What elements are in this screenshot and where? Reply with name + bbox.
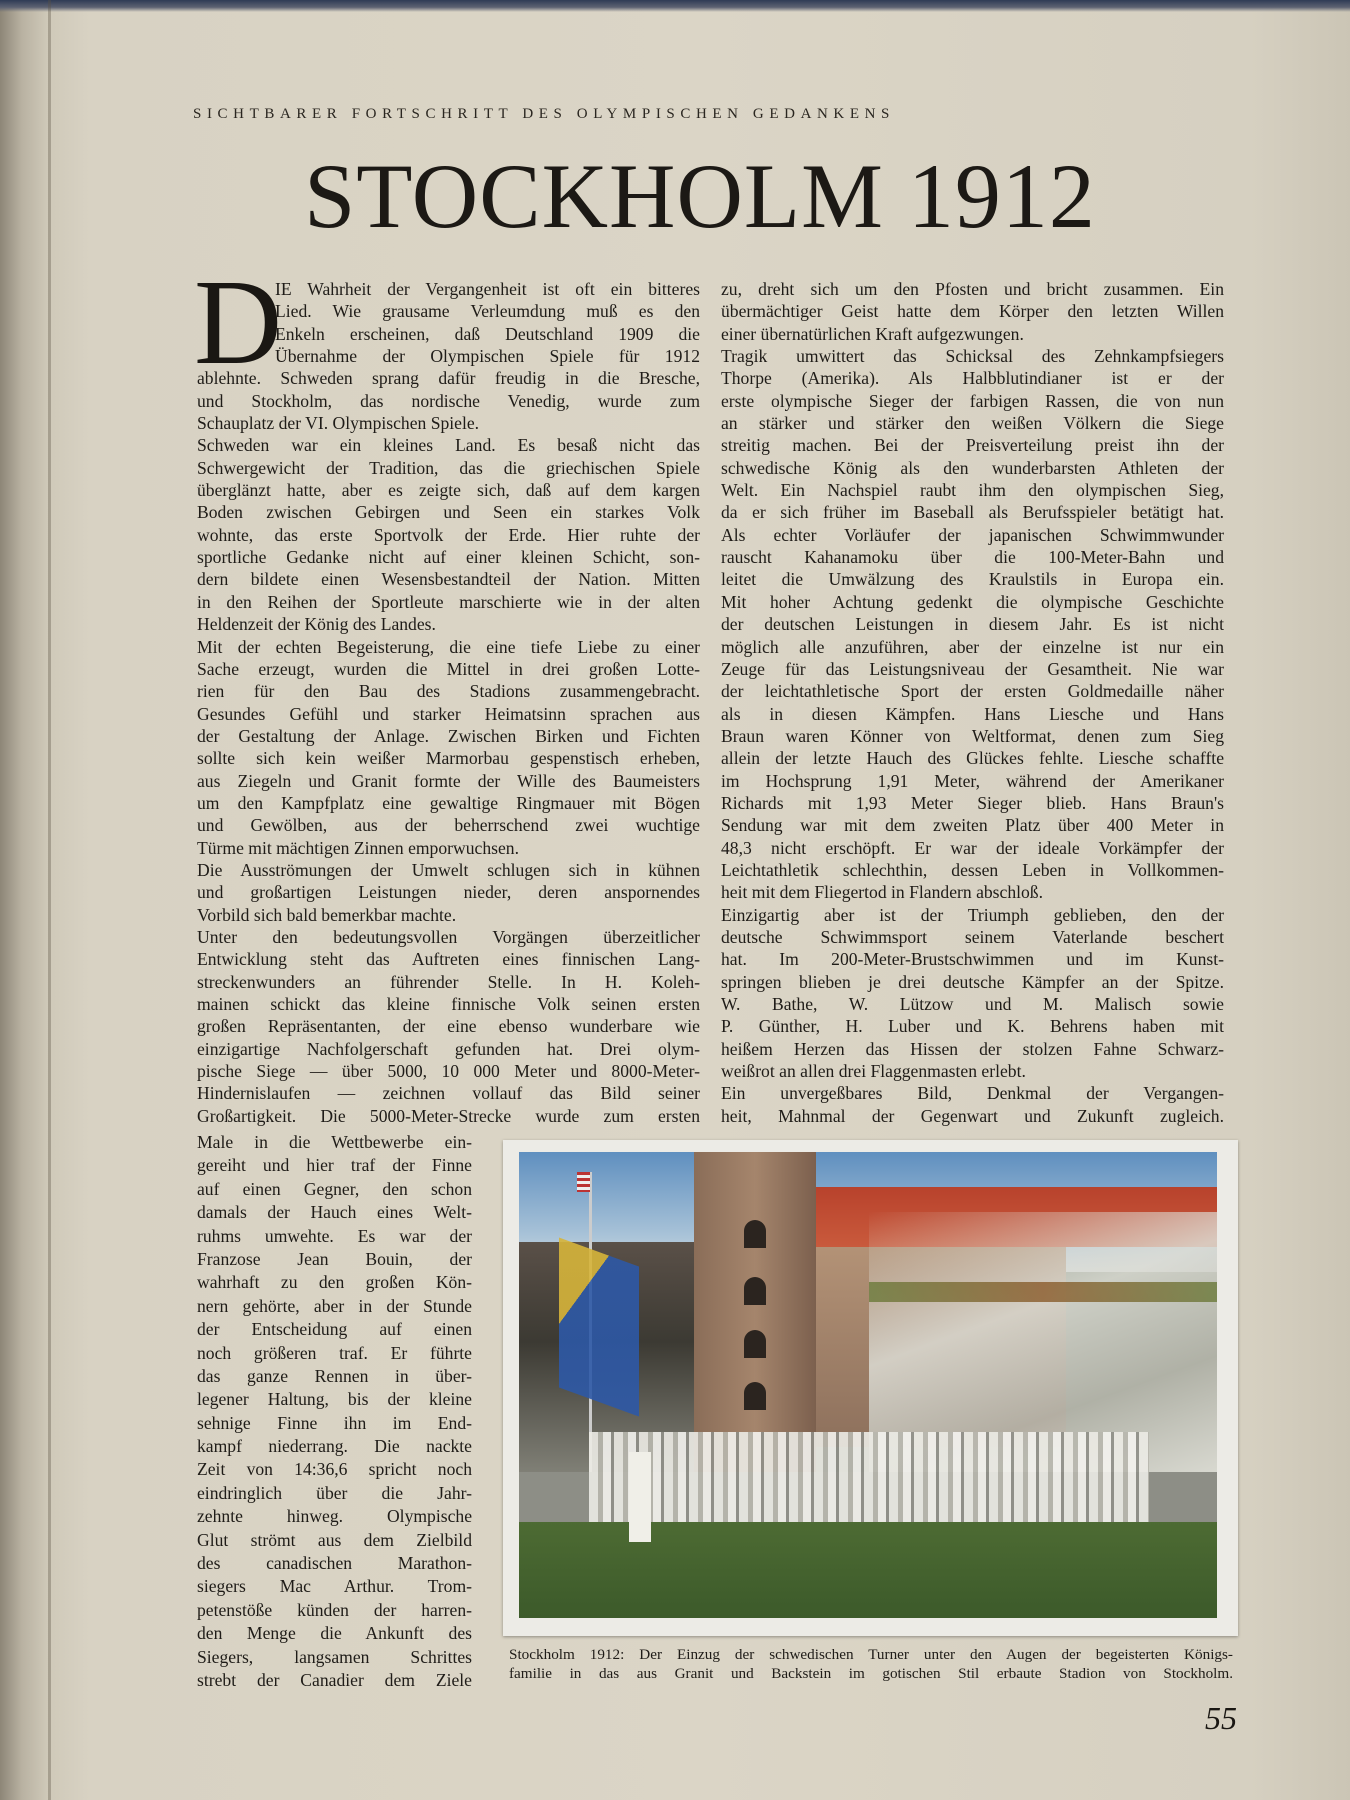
text-line: Heldenzeit der König des Landes. xyxy=(197,614,436,635)
text-line: überglänzt hatte, aber es zeigte sich, daß auf dem kargen xyxy=(197,480,700,501)
text-line: Thorpe (Amerika). Als Halbblutindianer ist er der xyxy=(721,368,1224,389)
text-line: Ein unvergeßbares Bild, Denkmal der Vergangen- xyxy=(721,1083,1224,1104)
text-line: übermächtiger Geist hatte dem Körper den letzten Willen xyxy=(721,301,1224,322)
text-line: W. Bathe, W. Lützow und M. Malisch sowie xyxy=(721,994,1224,1014)
text-line: streckenwunders an führender Stelle. In H. Koleh- xyxy=(197,971,700,992)
text-line: Übernahme der Olympischen Spiele für 1912 xyxy=(275,346,700,367)
photo-frame xyxy=(503,1140,1238,1636)
text-line: in den Reihen der Sportleute marschierte wie in der alten xyxy=(197,591,700,612)
text-line: petenstöße künden der harren- xyxy=(197,1599,472,1620)
text-line: Sache erzeugt, wurden die Mittel in drei großen Lotte- xyxy=(197,658,700,679)
running-head: SICHTBARER FORTSCHRITT DES OLYMPISCHEN GEDANKENS xyxy=(193,106,895,122)
text-line: kampf niederrang. Die nackte xyxy=(197,1436,472,1457)
text-line: Mit hoher Achtung gedenkt die olympische Geschichte xyxy=(721,591,1224,612)
drop-cap: D xyxy=(194,255,283,390)
stadium-photo xyxy=(519,1152,1217,1618)
text-line: dern bildete einen Wesensbestandteil der Nation. Mitten xyxy=(197,569,700,590)
text-line: und Stockholm, das nordische Venedig, wurde zum xyxy=(197,390,700,411)
text-line: sportliche Gedanke nicht auf einer kleinen Schicht, son- xyxy=(197,547,700,568)
text-line: Schwergewicht der Tradition, das die griechischen Spiele xyxy=(197,457,700,478)
text-line: auf einen Gegner, den schon xyxy=(197,1178,472,1199)
text-line: noch größeren traf. Er führte xyxy=(197,1342,472,1363)
right-column xyxy=(721,278,1224,1127)
short-column xyxy=(197,1131,472,1692)
text-line: der leichtathletische Sport der ersten Goldmedaille näher xyxy=(721,681,1224,702)
text-line: Sendung war mit dem zweiten Platz über 400 Meter in xyxy=(721,815,1224,836)
text-line: Schauplatz der VI. Olympischen Spiele. xyxy=(197,413,480,434)
text-line: springen blieben je drei deutsche Kämpfer an der Spitze. xyxy=(721,971,1224,992)
text-line: Als echter Vorläufer der japanischen Schwimmwunder xyxy=(721,524,1224,545)
text-line: als in diesen Kämpfen. Hans Liesche und Hans xyxy=(721,703,1224,724)
text-line: einzigartige Nachfolgerschaft gefunden hat. Drei olym- xyxy=(197,1038,700,1059)
text-line: Enkeln erscheinen, daß Deutschland 1909 die xyxy=(275,323,700,344)
text-line: heißem Herzen das Hissen der stolzen Fahne Schwarz- xyxy=(721,1038,1224,1059)
text-line: Großartigkeit. Die 5000-Meter-Strecke wurde zum ersten xyxy=(197,1105,700,1126)
text-line: des canadischen Marathon- xyxy=(197,1553,472,1574)
text-line: Hindernislaufen — zeichnen vollauf das Bild seiner xyxy=(197,1083,700,1104)
text-line: damals der Hauch eines Welt- xyxy=(197,1202,472,1223)
left-column xyxy=(197,278,700,1127)
text-line: Glut strömt aus dem Zielbild xyxy=(197,1529,472,1550)
text-line: Lied. Wie grausame Verleumdung muß es den xyxy=(275,301,700,322)
caption-line: Stockholm 1912: Der Einzug der schwedischen Turner unter den Augen der begeisterten Königs- xyxy=(509,1646,1233,1663)
text-line: strebt der Canadier dem Ziele xyxy=(197,1669,472,1690)
text-line: das ganze Rennen in über- xyxy=(197,1365,472,1386)
text-line: ablehnte. Schweden sprang dafür freudig in die Bresche, xyxy=(197,368,700,389)
text-line: siegers Mac Arthur. Trom- xyxy=(197,1576,472,1597)
text-line: der Entscheidung auf einen xyxy=(197,1319,472,1340)
caption-line: familie in das aus Granit und Backstein im gotischen Stil erbaute Stadion von Stockholm. xyxy=(509,1665,1233,1682)
text-line: nern gehörte, aber in der Stunde xyxy=(197,1295,472,1316)
text-line: Türme mit mächtigen Zinnen emporwuchsen. xyxy=(197,837,519,858)
text-line: rauscht Kahanamoku über die 100-Meter-Bahn und xyxy=(721,547,1224,568)
text-line: pische Siege — über 5000, 10 000 Meter und 8000-Meter- xyxy=(197,1061,700,1082)
text-line: aus Ziegeln und Granit formte der Wille des Baumeisters xyxy=(197,770,700,791)
text-line: im Hochsprung 1,91 Meter, während der Amerikaner xyxy=(721,770,1224,791)
text-line: Siegers, langsamen Schrittes xyxy=(197,1646,472,1667)
text-line: weißrot an allen drei Flaggenmasten erlebt. xyxy=(721,1061,1026,1082)
text-line: da er sich früher im Baseball als Berufsspieler betätigt hat. xyxy=(721,502,1224,523)
text-line: eindringlich über die Jahr- xyxy=(197,1482,472,1503)
text-line: 48,3 nicht erschöpft. Er war der ideale Vorkämpfer der xyxy=(721,837,1224,858)
text-line: legener Haltung, bis der kleine xyxy=(197,1389,472,1410)
text-line: großen Repräsentanten, der eine ebenso wunderbare wie xyxy=(197,1016,700,1037)
text-line: Boden zwischen Gebirgen und Seen ein starkes Volk xyxy=(197,502,700,523)
text-line: wohnte, das erste Sportvolk der Erde. Hier ruhte der xyxy=(197,524,700,545)
photo-caption xyxy=(509,1645,1233,1683)
text-line: Franzose Jean Bouin, der xyxy=(197,1248,472,1269)
text-line: an stärker und stärker den weißen Völkern die Siege xyxy=(721,413,1224,434)
text-line: Unter den bedeutungsvollen Vorgängen überzeitlicher xyxy=(197,926,700,947)
text-line: heit, Mahnmal der Gegenwart und Zukunft zugleich. xyxy=(721,1105,1224,1126)
text-line: Richards mit 1,93 Meter Sieger blieb. Hans Braun's xyxy=(721,792,1224,813)
text-line: Zeit von 14:36,6 spricht noch xyxy=(197,1459,472,1480)
text-line: IE Wahrheit der Vergangenheit ist oft ein bitteres xyxy=(275,279,700,299)
text-line: Zeuge für das Leistungsniveau der Gesamtheit. Nie war xyxy=(721,658,1224,679)
text-line: mainen schickt das kleine finnische Volk seinen ersten xyxy=(197,994,700,1014)
text-line: Mit der echten Begeisterung, die eine tiefe Liebe zu einer xyxy=(197,636,700,657)
page-title: STOCKHOLM 1912 xyxy=(304,145,1096,247)
text-line: zu, dreht sich um den Pfosten und bricht zusammen. Ein xyxy=(721,279,1224,299)
text-line: leitet die Umwälzung des Kraulstils in Europa ein. xyxy=(721,569,1224,590)
text-line: Einzigartig aber ist der Triumph geblieben, den der xyxy=(721,904,1224,925)
text-line: sehnige Finne ihn im End- xyxy=(197,1412,472,1433)
page-gutter xyxy=(48,0,51,1800)
text-line: möglich alle anzuführen, aber der einzelne ist nur ein xyxy=(721,636,1224,657)
text-line: gereiht und hier traf der Finne xyxy=(197,1155,472,1176)
text-line: Schweden war ein kleines Land. Es besaß nicht das xyxy=(197,435,700,456)
text-line: wahrhaft zu den großen Kön- xyxy=(197,1272,472,1293)
text-line: erste olympische Sieger der farbigen Rassen, die von nun xyxy=(721,390,1224,411)
page-number: 55 xyxy=(1205,1700,1237,1736)
text-line: Braun waren Könner von Weltformat, denen zum Sieg xyxy=(721,725,1224,746)
text-line: einer übernatürlichen Kraft aufgezwungen. xyxy=(721,323,1024,344)
top-edge xyxy=(0,0,1350,12)
text-line: Gesundes Gefühl und starker Heimatsinn sprachen aus xyxy=(197,703,700,724)
text-line: Vorbild sich bald bemerkbar machte. xyxy=(197,904,457,925)
text-line: Entwicklung steht das Auftreten eines finnischen Lang- xyxy=(197,949,700,970)
text-line: schwedische König als den wunderbarsten Athleten der xyxy=(721,457,1224,478)
text-line: Die Ausströmungen der Umwelt schlugen sich in kühnen xyxy=(197,859,700,880)
text-line: Male in die Wettbewerbe ein- xyxy=(197,1132,472,1152)
text-line: Welt. Ein Nachspiel raubt ihm den olympischen Sieg, xyxy=(721,480,1224,501)
text-line: allein der letzte Hauch des Glückes fehlte. Liesche schaffte xyxy=(721,748,1224,769)
text-line: deutsche Schwimmsport seinem Vaterlande beschert xyxy=(721,926,1224,947)
text-line: und großartigen Leistungen nieder, deren anspornendes xyxy=(197,882,700,903)
text-line: um den Kampfplatz eine gewaltige Ringmauer mit Bögen xyxy=(197,792,700,813)
text-line: zehnte hinweg. Olympische xyxy=(197,1506,472,1527)
text-line: rien für den Bau des Stadions zusammengebracht. xyxy=(197,681,700,702)
text-line: den Menge die Ankunft des xyxy=(197,1623,472,1644)
text-line: und Gewölben, aus der beherrschend zwei wuchtige xyxy=(197,815,700,836)
text-line: ruhms umwehte. Es war der xyxy=(197,1225,472,1246)
text-line: Leichtathletik schlechthin, dessen Leben in Vollkommen- xyxy=(721,859,1224,880)
text-line: streitig machen. Bei der Preisverteilung preist ihn der xyxy=(721,435,1224,456)
text-line: sollte sich kein weißer Marmorbau gespenstisch erheben, xyxy=(197,748,700,769)
text-line: der deutschen Leistungen in diesem Jahr. Es ist nicht xyxy=(721,614,1224,635)
text-line: heit mit dem Fliegertod in Flandern abschloß. xyxy=(721,882,1044,903)
text-line: hat. Im 200-Meter-Brustschwimmen und im Kunst- xyxy=(721,949,1224,970)
text-line: Tragik umwittert das Schicksal des Zehnkampfsiegers xyxy=(721,346,1224,367)
text-line: der Gestaltung der Anlage. Zwischen Birken und Fichten xyxy=(197,725,700,746)
text-line: P. Günther, H. Luber und K. Behrens haben mit xyxy=(721,1016,1224,1037)
